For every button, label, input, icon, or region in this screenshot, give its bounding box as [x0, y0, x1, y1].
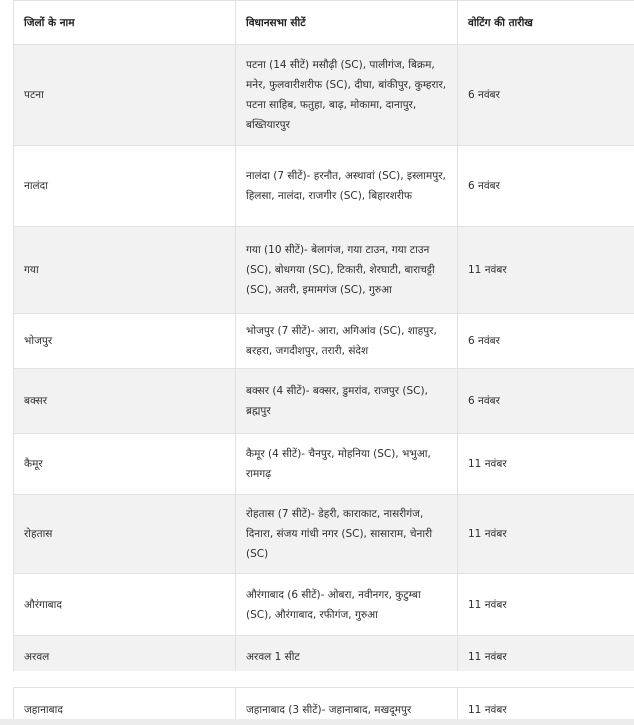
date-cell: 6 नवंबर	[458, 146, 634, 227]
district-cell: पटना	[14, 45, 236, 146]
header-district: जिलों के नाम	[14, 1, 236, 45]
table-row	[14, 146, 634, 227]
seats-cell: नालंदा (7 सीटें)- हरनौत, अस्थावां (SC), इस्लामपुर, हिलसा, नालंदा, राजगीर (SC), बिहारशरीफ	[236, 146, 458, 227]
table-row	[14, 314, 634, 369]
district-cell: जहानाबाद	[14, 688, 236, 725]
seats-cell: कैमूर (4 सीटें)- चैनपुर, मोहनिया (SC), भभुआ, रामगढ़	[236, 434, 458, 495]
seats-cell: औरंगाबाद (6 सीटें)- ओबरा, नवीनगर, कुटुम्बा (SC), औरंगाबाद, रफीगंज, गुरुआ	[236, 574, 458, 636]
table-row	[14, 495, 634, 574]
seats-cell: पटना (14 सीटें) मसौढ़ी (SC), पालीगंज, बिक्रम, मनेर, फुलवारीशरीफ (SC), दीघा, बांकीपुर, कुम्हरार, पटना साहिब, फतुहा, बाढ़, मोकामा, दानापुर, बख्तियारपुर	[236, 45, 458, 146]
date-cell: 11 नवंबर	[458, 574, 634, 636]
seats-cell: भोजपुर (7 सीटें)- आरा, अगिआंव (SC), शाहपुर, बरहरा, जगदीशपुर, तरारी, संदेश	[236, 314, 458, 369]
header-seats: विधानसभा सीटें	[236, 1, 458, 45]
table-row	[14, 227, 634, 314]
district-cell: अरवल	[14, 636, 236, 679]
table-row	[14, 45, 634, 146]
date-cell: 6 नवंबर	[458, 45, 634, 146]
election-schedule-table-wrapper	[13, 0, 634, 679]
date-cell: 11 नवंबर	[458, 434, 634, 495]
seats-cell: बक्सर (4 सीटें)- बक्सर, डुमरांव, राजपुर (SC), ब्रह्मपुर	[236, 369, 458, 434]
district-cell: कैमूर	[14, 434, 236, 495]
table-row	[14, 369, 634, 434]
election-schedule-table	[13, 0, 634, 679]
date-cell: 11 नवंबर	[458, 636, 634, 679]
district-cell: बक्सर	[14, 369, 236, 434]
seats-cell: गया (10 सीटें)- बेलागंज, गया टाउन, गया टाउन (SC), बोधगया (SC), टिकारी, शेरघाटी, बाराचट्टी (SC), अतरी, इमामगंज (SC), गुरुआ	[236, 227, 458, 314]
seats-cell: अरवल 1 सीट	[236, 636, 458, 679]
table-header-row	[14, 1, 634, 45]
date-cell: 6 नवंबर	[458, 314, 634, 369]
header-voting-date: वोटिंग की तारीख	[458, 1, 634, 45]
date-cell: 6 नवंबर	[458, 369, 634, 434]
bottom-shadow	[0, 719, 634, 725]
district-cell: गया	[14, 227, 236, 314]
date-cell: 11 नवंबर	[458, 688, 634, 725]
seats-cell: जहानाबाद (3 सीटें)- जहानाबाद, मखदूमपुर	[236, 688, 458, 725]
table-row	[14, 434, 634, 495]
district-cell: रोहतास	[14, 495, 236, 574]
date-cell: 11 नवंबर	[458, 227, 634, 314]
section-gap	[0, 671, 634, 687]
date-cell: 11 नवंबर	[458, 495, 634, 574]
district-cell: भोजपुर	[14, 314, 236, 369]
table-row	[14, 574, 634, 636]
seats-cell: रोहतास (7 सीटें)- डेहरी, काराकाट, नासरीगंज, दिनारा, संजय गांधी नगर (SC), सासाराम, चेनारी (SC)	[236, 495, 458, 574]
district-cell: नालंदा	[14, 146, 236, 227]
district-cell: औरंगाबाद	[14, 574, 236, 636]
